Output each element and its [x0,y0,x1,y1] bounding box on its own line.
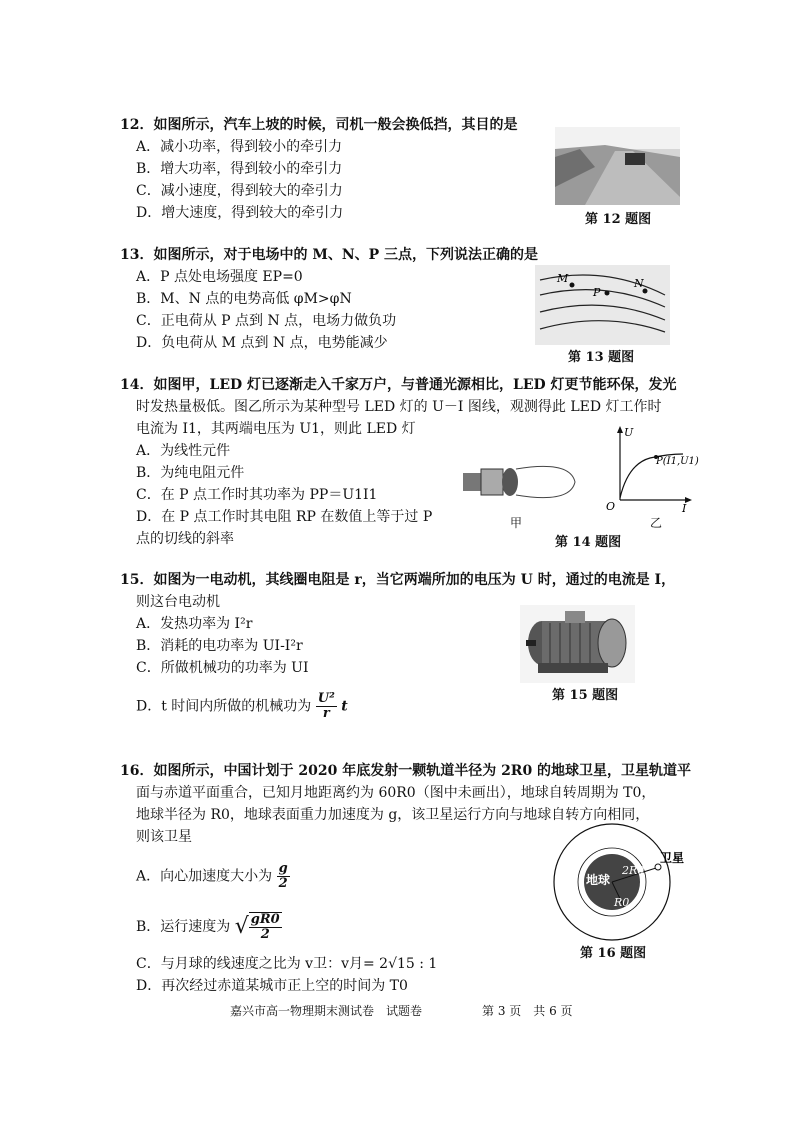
q13-option-c: C．正电荷从 P 点到 N 点，电场力做负功 [136,313,397,329]
q14-option-c: C．在 P 点工作时其功率为 PP＝U1I1 [136,487,378,503]
q14-stem-line3: 电流为 I1，其两端电压为 U1，则此 LED 灯 [136,421,416,437]
q14-label-yi: 乙 [650,516,663,530]
q13-option-b: B．M、N 点的电势高低 φM>φN [136,291,352,307]
q12-option-b: B．增大功率，得到较小的牵引力 [136,161,343,177]
q15-option-d [136,692,348,721]
q14-ui-graph [598,424,708,514]
q13-caption: 第 13 题图 [568,350,635,365]
q13-label-m: M [557,272,569,285]
q16-2r0-label: 2R0 [622,864,645,877]
q15-option-d-denominator: r [322,706,330,721]
q14-axis-i: I [682,502,687,514]
q15-caption: 第 15 题图 [552,688,619,703]
q16-caption: 第 16 题图 [580,946,647,961]
q12-caption: 第 12 题图 [585,212,652,227]
q15-option-d-fraction [316,692,337,721]
q14-label-jia: 甲 [510,516,523,530]
q16-earth-label: 地球 [586,873,611,887]
q14-point-label: P(I1,U1) [656,456,699,467]
q16-option-b-numerator: gR0 [250,912,280,927]
q16-option-a [136,862,290,891]
q16-option-b-fraction [249,912,282,942]
q13-stem: 13．如图所示，对于电场中的 M、N、P 三点，下列说法正确的是 [120,247,539,263]
q16-stem-line1: 16．如图所示，中国计划于 2020 年底发射一颗轨道半径为 2R0 的地球卫星，卫星轨道平 [120,763,692,779]
q16-stem-line2: 面与赤道平面重合，已知月地距离约为 60R0（图中未画出），地球自转周期为 T0， [136,785,656,801]
q16-option-a-text: A．向心加速度大小为 [136,868,273,885]
q15-option-d-text: D．t 时间内所做的机械功为 [136,698,312,715]
q14-stem-line1: 14．如图甲，LED 灯已逐渐走入千家万户，与普通光源相比，LED 灯更节能环保，发光 [120,377,677,393]
q16-orbit-diagram [552,822,702,944]
q15-option-d-numerator: U² [317,691,335,706]
q14-option-d: D．在 P 点工作时其电阻 RP 在数值上等于过 P [136,509,433,525]
q12-option-c: C．减小速度，得到较大的牵引力 [136,183,343,199]
q16-option-b-text: B．运行速度为 [136,919,231,935]
q13-field-diagram [535,265,670,345]
q15-option-a: A．发热功率为 I²r [136,616,253,632]
q14-option-b: B．为纯电阻元件 [136,465,245,481]
q15-option-b: B．消耗的电功率为 UI-I²r [136,638,303,654]
q12-option-a: A．减小功率，得到较小的牵引力 [136,139,343,155]
q14-caption: 第 14 题图 [555,535,622,550]
q16-option-c: C．与月球的线速度之比为 v卫：v月= 2√15 : 1 [136,956,438,972]
q15-option-d-t: t [341,698,348,715]
q12-option-d: D．增大速度，得到较大的牵引力 [136,205,344,221]
q16-r0-label: R0 [614,896,630,909]
q15-stem-line2: 则这台电动机 [136,594,220,610]
q16-option-b-denominator: 2 [260,927,270,942]
q14-led-bulb-figure [460,455,580,510]
q15-option-c: C．所做机械功的功率为 UI [136,660,309,676]
q14-origin: O [606,500,616,513]
q14-option-a: A．为线性元件 [136,443,231,459]
q16-option-a-fraction [277,862,290,891]
q16-satellite-label: 卫星 [660,851,685,865]
q16-sqrt-icon: √ [234,914,249,939]
q14-stem-line2: 时发热量极低。图乙所示为某种型号 LED 灯的 U－I 图线，观测得此 LED 灯工作时 [136,399,662,415]
q16-option-b [136,912,282,942]
q16-option-a-denominator: 2 [278,876,288,891]
q16-option-a-numerator: g [278,861,288,876]
q13-option-d: D．负电荷从 M 点到 N 点，电势能减少 [136,335,388,351]
q14-option-d-cont: 点的切线的斜率 [136,531,234,547]
q12-car-photo [555,127,680,205]
q13-label-n: N [634,277,644,290]
footer-page: 第 3 页 共 6 页 [482,1004,573,1018]
q12-stem: 12．如图所示，汽车上坡的时候，司机一般会换低挡，其目的是 [120,117,518,133]
q16-stem-line4: 则该卫星 [136,829,192,845]
footer-title: 嘉兴市高一物理期末测试卷 试题卷 [230,1004,423,1018]
q15-stem-line1: 15．如图为一电动机，其线圈电阻是 r，当它两端所加的电压为 U 时，通过的电流是 I， [120,572,676,588]
q13-label-p: P [593,286,601,299]
q16-option-d: D．再次经过赤道某城市正上空的时间为 T0 [136,978,408,994]
q15-motor-photo [520,605,635,683]
q13-option-a: A．P 点处电场强度 EP=0 [136,269,303,285]
q16-stem-line3: 地球半径为 R0，地球表面重力加速度为 g，该卫星运行方向与地球自转方向相同， [136,807,650,823]
q14-axis-u: U [624,426,634,439]
